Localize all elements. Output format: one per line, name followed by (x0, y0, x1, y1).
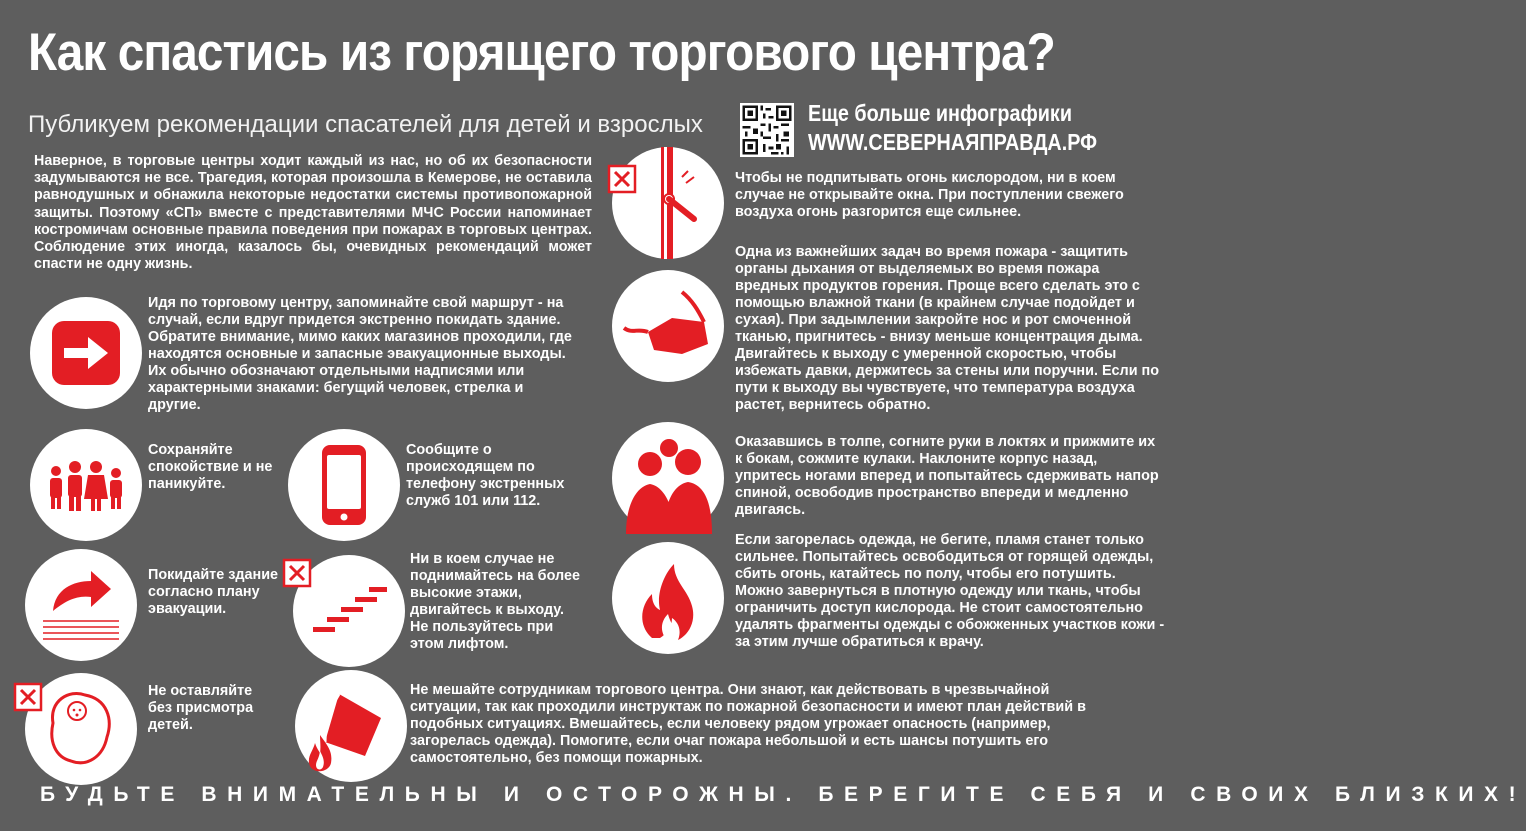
tip-windows: Чтобы не подпитывать огонь кислородом, ни в коем случае не открывайте окна. При поступлении свежего воздуха огонь разгорится еще сильнее. (735, 170, 1124, 220)
tip-staff: Не мешайте сотрудникам торгового центра. Они знают, как действовать в чрезвычайной ситуации, так как проходили инструктаж по пожарной безопасности и имеют план действий в подобных ситуациях. Вмешайтесь, если человеку рядом угрожает опасность (например, загорелась одежда). Помогите, если очаг пожара небольшой и есть шансы потушить его самостоятельно, без помощи пожарных. (410, 682, 1086, 766)
smartphone-icon (288, 429, 400, 541)
tip-crowd: Оказавшись в толпе, согните руки в локтях и прижмите их к бокам, сожмите кулаки. Наклоните корпус назад, упритесь ногами вперед и попытайтесь сдерживать напор спиной, освободив пространство впереди и медленно двигаясь. (735, 434, 1159, 518)
small-flame-icon (305, 733, 335, 777)
tip-phone: Сообщите о происходящем по телефону экстренных служб 101 или 112. (406, 442, 565, 509)
promo-block (808, 99, 1097, 157)
crowd-icon (612, 422, 724, 534)
flame-icon (612, 542, 724, 654)
wet-cloth-icon (612, 270, 724, 382)
prohibited-x-icon (13, 682, 43, 712)
tip-breathing: Одна из важнейших задач во время пожара - защитить органы дыхания от выделяемых во время пожара вредных продуктов горения. Проще всего сделать это с помощью влажной ткани (в крайнем случае подойдет и сухая). При задымлении закройте нос и рот смоченной тканью, пригнитесь - внизу меньше концентрация дыма. Двигайтесь к выходу с умеренной скоростью, чтобы избежать давки, держитесь за стены или поручни. Если по пути к выходу вы чувствуете, что температура воздуха растет, вернитесь обратно. (735, 244, 1160, 413)
promo-line-1: Еще больше инфографики (808, 100, 1072, 126)
tip-stairs: Ни в коем случае не поднимайтесь на более высокие этажи, двигайтесь к выходу. Не пользуйтесь при этом лифтом. (410, 551, 580, 652)
promo-link[interactable]: WWW.СЕВЕРНАЯПРАВДА.РФ (808, 129, 1098, 155)
exit-arrow-icon (30, 297, 142, 409)
prohibited-x-icon (607, 164, 637, 194)
tip-children: Не оставляйте без присмотра детей. (148, 683, 254, 733)
intro-text: Наверное, в торговые центры ходит каждый из нас, но об их безопасности задумываются не все. Трагедия, которая произошла в Кемерове, не оставила равнодушных и обнажила некоторые недостатки системы противопожарной защиты. Поэтому «СП» вместе с представителями МЧС России напоминает костромичам основные правила поведения при пожарах в торговых центрах. Соблюдение этих иногда, казалось бы, очевидных рекомендаций может спасти не одну жизнь. (34, 153, 592, 273)
page-subtitle: Публикуем рекомендации спасателей для детей и взрослых (28, 111, 703, 138)
tip-calm: Сохраняйте спокойствие и не паникуйте. (148, 442, 273, 492)
family-icon (30, 429, 142, 541)
evacuation-arrow-icon (25, 549, 137, 661)
prohibited-x-icon (282, 558, 312, 588)
page-title: Как спастись из горящего торгового центра? (28, 23, 1055, 82)
footer-slogan: БУДЬТЕ ВНИМАТЕЛЬНЫ И ОСТОРОЖНЫ. БЕРЕГИТЕ СЕБЯ И СВОИХ БЛИЗКИХ! (40, 783, 1526, 806)
tip-clothes: Если загорелась одежда, не бегите, пламя станет только сильнее. Попытайтесь освободиться от горящей одежды, сбить огонь, катайтесь по полу, чтобы его потушить. Можно завернуться в плотную одежду или ткань, чтобы ограничить доступ кислорода. Не стоит самостоятельно удалять фрагменты одежды с обожженных участков кожи - за этим лучше обратиться к врачу. (735, 532, 1165, 650)
tip-route: Идя по торговому центру, запоминайте свой маршрут - на случай, если вдруг придется экстренно покидать здание. Обратите внимание, мимо каких магазинов проходили, где находятся основные и запасные эвакуационные выходы. Их обычно обозначают отдельными надписями или характерными знаками: бегущий человек, стрелка и другие. (148, 295, 572, 413)
qr-code-icon[interactable] (740, 103, 794, 157)
tip-exit: Покидайте здание согласно плану эвакуации. (148, 567, 279, 617)
